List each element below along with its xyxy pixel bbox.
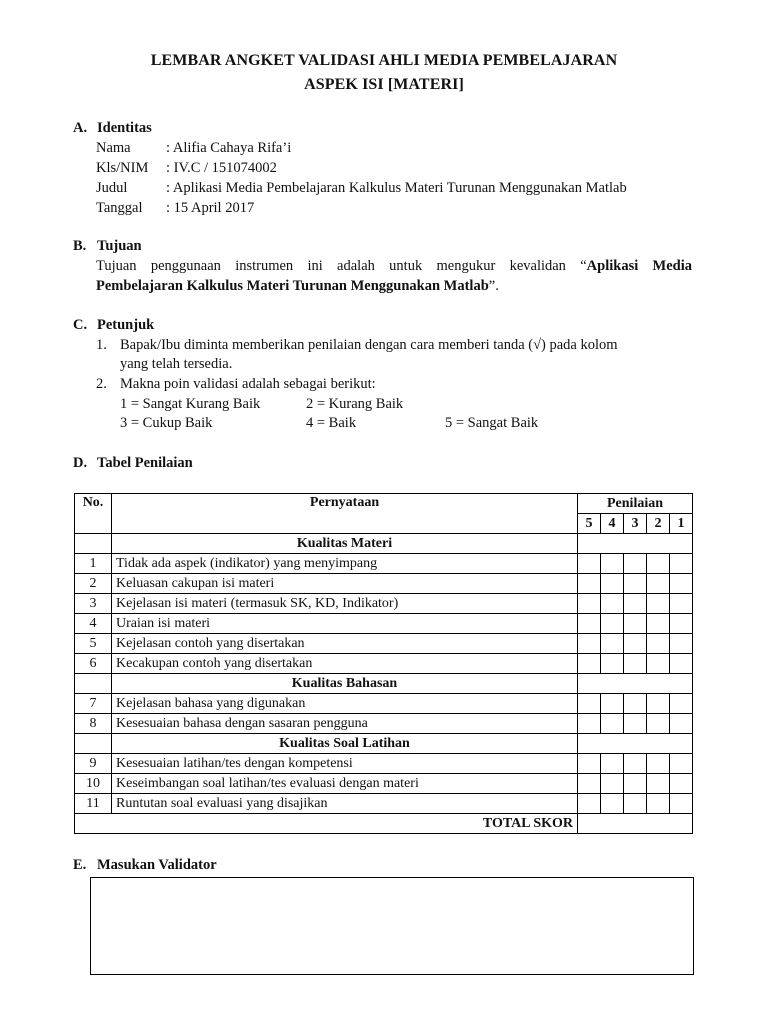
table-row bbox=[75, 794, 693, 814]
score-cell[interactable] bbox=[624, 634, 647, 654]
table-row bbox=[75, 754, 693, 774]
header-score-2: 2 bbox=[647, 514, 670, 534]
score-cell[interactable] bbox=[624, 754, 647, 774]
score-cell[interactable] bbox=[647, 654, 670, 674]
row-number: 10 bbox=[75, 774, 112, 794]
score-cell[interactable] bbox=[601, 634, 624, 654]
header-score-5: 5 bbox=[578, 514, 601, 534]
score-cell[interactable] bbox=[578, 654, 601, 674]
identity-row-judul: Judul : Aplikasi Media Pembelajaran Kalkulus Materi Turunan Menggunakan Matlab bbox=[96, 180, 627, 196]
header-rating: Penilaian bbox=[578, 494, 693, 514]
score-cell[interactable] bbox=[578, 554, 601, 574]
score-cell[interactable] bbox=[578, 714, 601, 734]
instruction-1-line-2: yang telah tersedia. bbox=[120, 356, 233, 372]
section-a-heading: A. Identitas bbox=[73, 120, 152, 136]
row-statement: Runtutan soal evaluasi yang disajikan bbox=[112, 794, 578, 814]
score-cell[interactable] bbox=[670, 654, 693, 674]
row-number: 4 bbox=[75, 614, 112, 634]
score-cell[interactable] bbox=[624, 594, 647, 614]
section-e-heading: E. Masukan Validator bbox=[73, 857, 217, 873]
score-cell[interactable] bbox=[647, 754, 670, 774]
row-number: 8 bbox=[75, 714, 112, 734]
table-row bbox=[75, 554, 693, 574]
score-cell[interactable] bbox=[578, 754, 601, 774]
total-score-label: TOTAL SKOR bbox=[75, 814, 578, 834]
group-label-materi: Kualitas Materi bbox=[112, 534, 578, 554]
score-cell[interactable] bbox=[670, 594, 693, 614]
row-statement: Kejelasan isi materi (termasuk SK, KD, Indikator) bbox=[112, 594, 578, 614]
identity-row-nim: Kls/NIM : IV.C / 151074002 bbox=[96, 160, 277, 176]
section-c-heading: C. Petunjuk bbox=[73, 317, 155, 333]
score-cell[interactable] bbox=[601, 774, 624, 794]
score-cell[interactable] bbox=[670, 614, 693, 634]
rating-table bbox=[74, 493, 693, 834]
section-b-heading: B. Tujuan bbox=[73, 238, 142, 254]
row-statement: Kecakupan contoh yang disertakan bbox=[112, 654, 578, 674]
row-number: 5 bbox=[75, 634, 112, 654]
purpose-line-2: Pembelajaran Kalkulus Materi Turunan Menggunakan Matlab”. bbox=[96, 278, 499, 294]
header-no: No. bbox=[75, 494, 112, 534]
row-number: 2 bbox=[75, 574, 112, 594]
table-header-row bbox=[75, 494, 693, 514]
score-cell[interactable] bbox=[601, 714, 624, 734]
score-cell[interactable] bbox=[624, 574, 647, 594]
score-cell[interactable] bbox=[578, 614, 601, 634]
score-cell[interactable] bbox=[624, 794, 647, 814]
table-row bbox=[75, 614, 693, 634]
header-score-4: 4 bbox=[601, 514, 624, 534]
score-cell[interactable] bbox=[647, 794, 670, 814]
score-cell[interactable] bbox=[670, 714, 693, 734]
row-statement: Uraian isi materi bbox=[112, 614, 578, 634]
row-statement: Kesesuaian bahasa dengan sasaran pengguna bbox=[112, 714, 578, 734]
identity-row-tanggal: Tanggal : 15 April 2017 bbox=[96, 200, 255, 216]
score-cell[interactable] bbox=[647, 714, 670, 734]
table-row bbox=[75, 774, 693, 794]
score-cell[interactable] bbox=[647, 614, 670, 634]
header-score-1: 1 bbox=[670, 514, 693, 534]
score-cell[interactable] bbox=[601, 614, 624, 634]
score-cell[interactable] bbox=[578, 694, 601, 714]
row-number: 7 bbox=[75, 694, 112, 714]
scale-4: 4 = Baik bbox=[306, 415, 357, 431]
total-score-cell[interactable] bbox=[578, 814, 693, 834]
score-cell[interactable] bbox=[647, 634, 670, 654]
scale-3: 3 = Cukup Baik bbox=[120, 415, 213, 431]
score-cell[interactable] bbox=[624, 714, 647, 734]
score-cell[interactable] bbox=[578, 574, 601, 594]
table-row bbox=[75, 634, 693, 654]
header-statement: Pernyataan bbox=[112, 494, 578, 534]
total-row bbox=[75, 814, 693, 834]
table-row bbox=[75, 654, 693, 674]
scale-2: 2 = Kurang Baik bbox=[306, 396, 404, 412]
score-cell[interactable] bbox=[624, 614, 647, 634]
validator-input-box[interactable] bbox=[90, 877, 694, 975]
identity-row-nama: Nama : Alifia Cahaya Rifa’i bbox=[96, 140, 292, 156]
row-statement: Keseimbangan soal latihan/tes evaluasi dengan materi bbox=[112, 774, 578, 794]
score-cell[interactable] bbox=[601, 594, 624, 614]
row-statement: Keluasan cakupan isi materi bbox=[112, 574, 578, 594]
row-statement: Kesesuaian latihan/tes dengan kompetensi bbox=[112, 754, 578, 774]
score-cell[interactable] bbox=[647, 594, 670, 614]
instruction-2: 2. Makna poin validasi adalah sebagai berikut: bbox=[96, 376, 376, 392]
score-cell[interactable] bbox=[578, 634, 601, 654]
score-cell[interactable] bbox=[578, 594, 601, 614]
score-cell[interactable] bbox=[601, 654, 624, 674]
instruction-1-line-1: 1. Bapak/Ibu diminta memberikan penilaian dengan cara memberi tanda (√) pada kolom bbox=[96, 337, 618, 353]
score-cell[interactable] bbox=[578, 794, 601, 814]
score-cell[interactable] bbox=[624, 774, 647, 794]
table-row bbox=[75, 714, 693, 734]
score-cell[interactable] bbox=[601, 574, 624, 594]
score-cell[interactable] bbox=[670, 554, 693, 574]
score-cell[interactable] bbox=[624, 654, 647, 674]
document-title-line1: LEMBAR ANGKET VALIDASI AHLI MEDIA PEMBELAJARAN bbox=[150, 52, 618, 69]
score-cell[interactable] bbox=[670, 794, 693, 814]
group-label-soal-latihan: Kualitas Soal Latihan bbox=[112, 734, 578, 754]
row-number: 11 bbox=[75, 794, 112, 814]
row-statement: Kejelasan contoh yang disertakan bbox=[112, 634, 578, 654]
row-number: 6 bbox=[75, 654, 112, 674]
table-row bbox=[75, 594, 693, 614]
score-cell[interactable] bbox=[647, 694, 670, 714]
score-cell[interactable] bbox=[670, 694, 693, 714]
row-number: 3 bbox=[75, 594, 112, 614]
score-cell[interactable] bbox=[624, 694, 647, 714]
table-row bbox=[75, 574, 693, 594]
group-row-bahasan bbox=[75, 674, 693, 694]
score-cell[interactable] bbox=[601, 694, 624, 714]
header-score-3: 3 bbox=[624, 514, 647, 534]
score-cell[interactable] bbox=[601, 754, 624, 774]
row-number: 1 bbox=[75, 554, 112, 574]
score-cell[interactable] bbox=[670, 574, 693, 594]
purpose-line-1: Tujuan penggunaan instrumen ini adalah untuk mengukur kevalidan “Aplikasi Media bbox=[96, 258, 692, 274]
row-statement: Tidak ada aspek (indikator) yang menyimpang bbox=[112, 554, 578, 574]
score-cell[interactable] bbox=[647, 774, 670, 794]
row-number: 9 bbox=[75, 754, 112, 774]
row-statement: Kejelasan bahasa yang digunakan bbox=[112, 694, 578, 714]
document-title-line2: ASPEK ISI [MATERI] bbox=[304, 76, 464, 93]
score-cell[interactable] bbox=[647, 554, 670, 574]
score-cell[interactable] bbox=[670, 754, 693, 774]
score-cell[interactable] bbox=[647, 574, 670, 594]
group-row-materi bbox=[75, 534, 693, 554]
scale-1: 1 = Sangat Kurang Baik bbox=[120, 396, 261, 412]
score-cell[interactable] bbox=[624, 554, 647, 574]
score-cell[interactable] bbox=[601, 554, 624, 574]
score-cell[interactable] bbox=[670, 634, 693, 654]
scale-5: 5 = Sangat Baik bbox=[445, 415, 539, 431]
group-label-bahasan: Kualitas Bahasan bbox=[112, 674, 578, 694]
score-cell[interactable] bbox=[601, 794, 624, 814]
table-row bbox=[75, 694, 693, 714]
score-cell[interactable] bbox=[670, 774, 693, 794]
section-d-heading: D. Tabel Penilaian bbox=[73, 455, 193, 471]
group-row-soal-latihan bbox=[75, 734, 693, 754]
score-cell[interactable] bbox=[578, 774, 601, 794]
